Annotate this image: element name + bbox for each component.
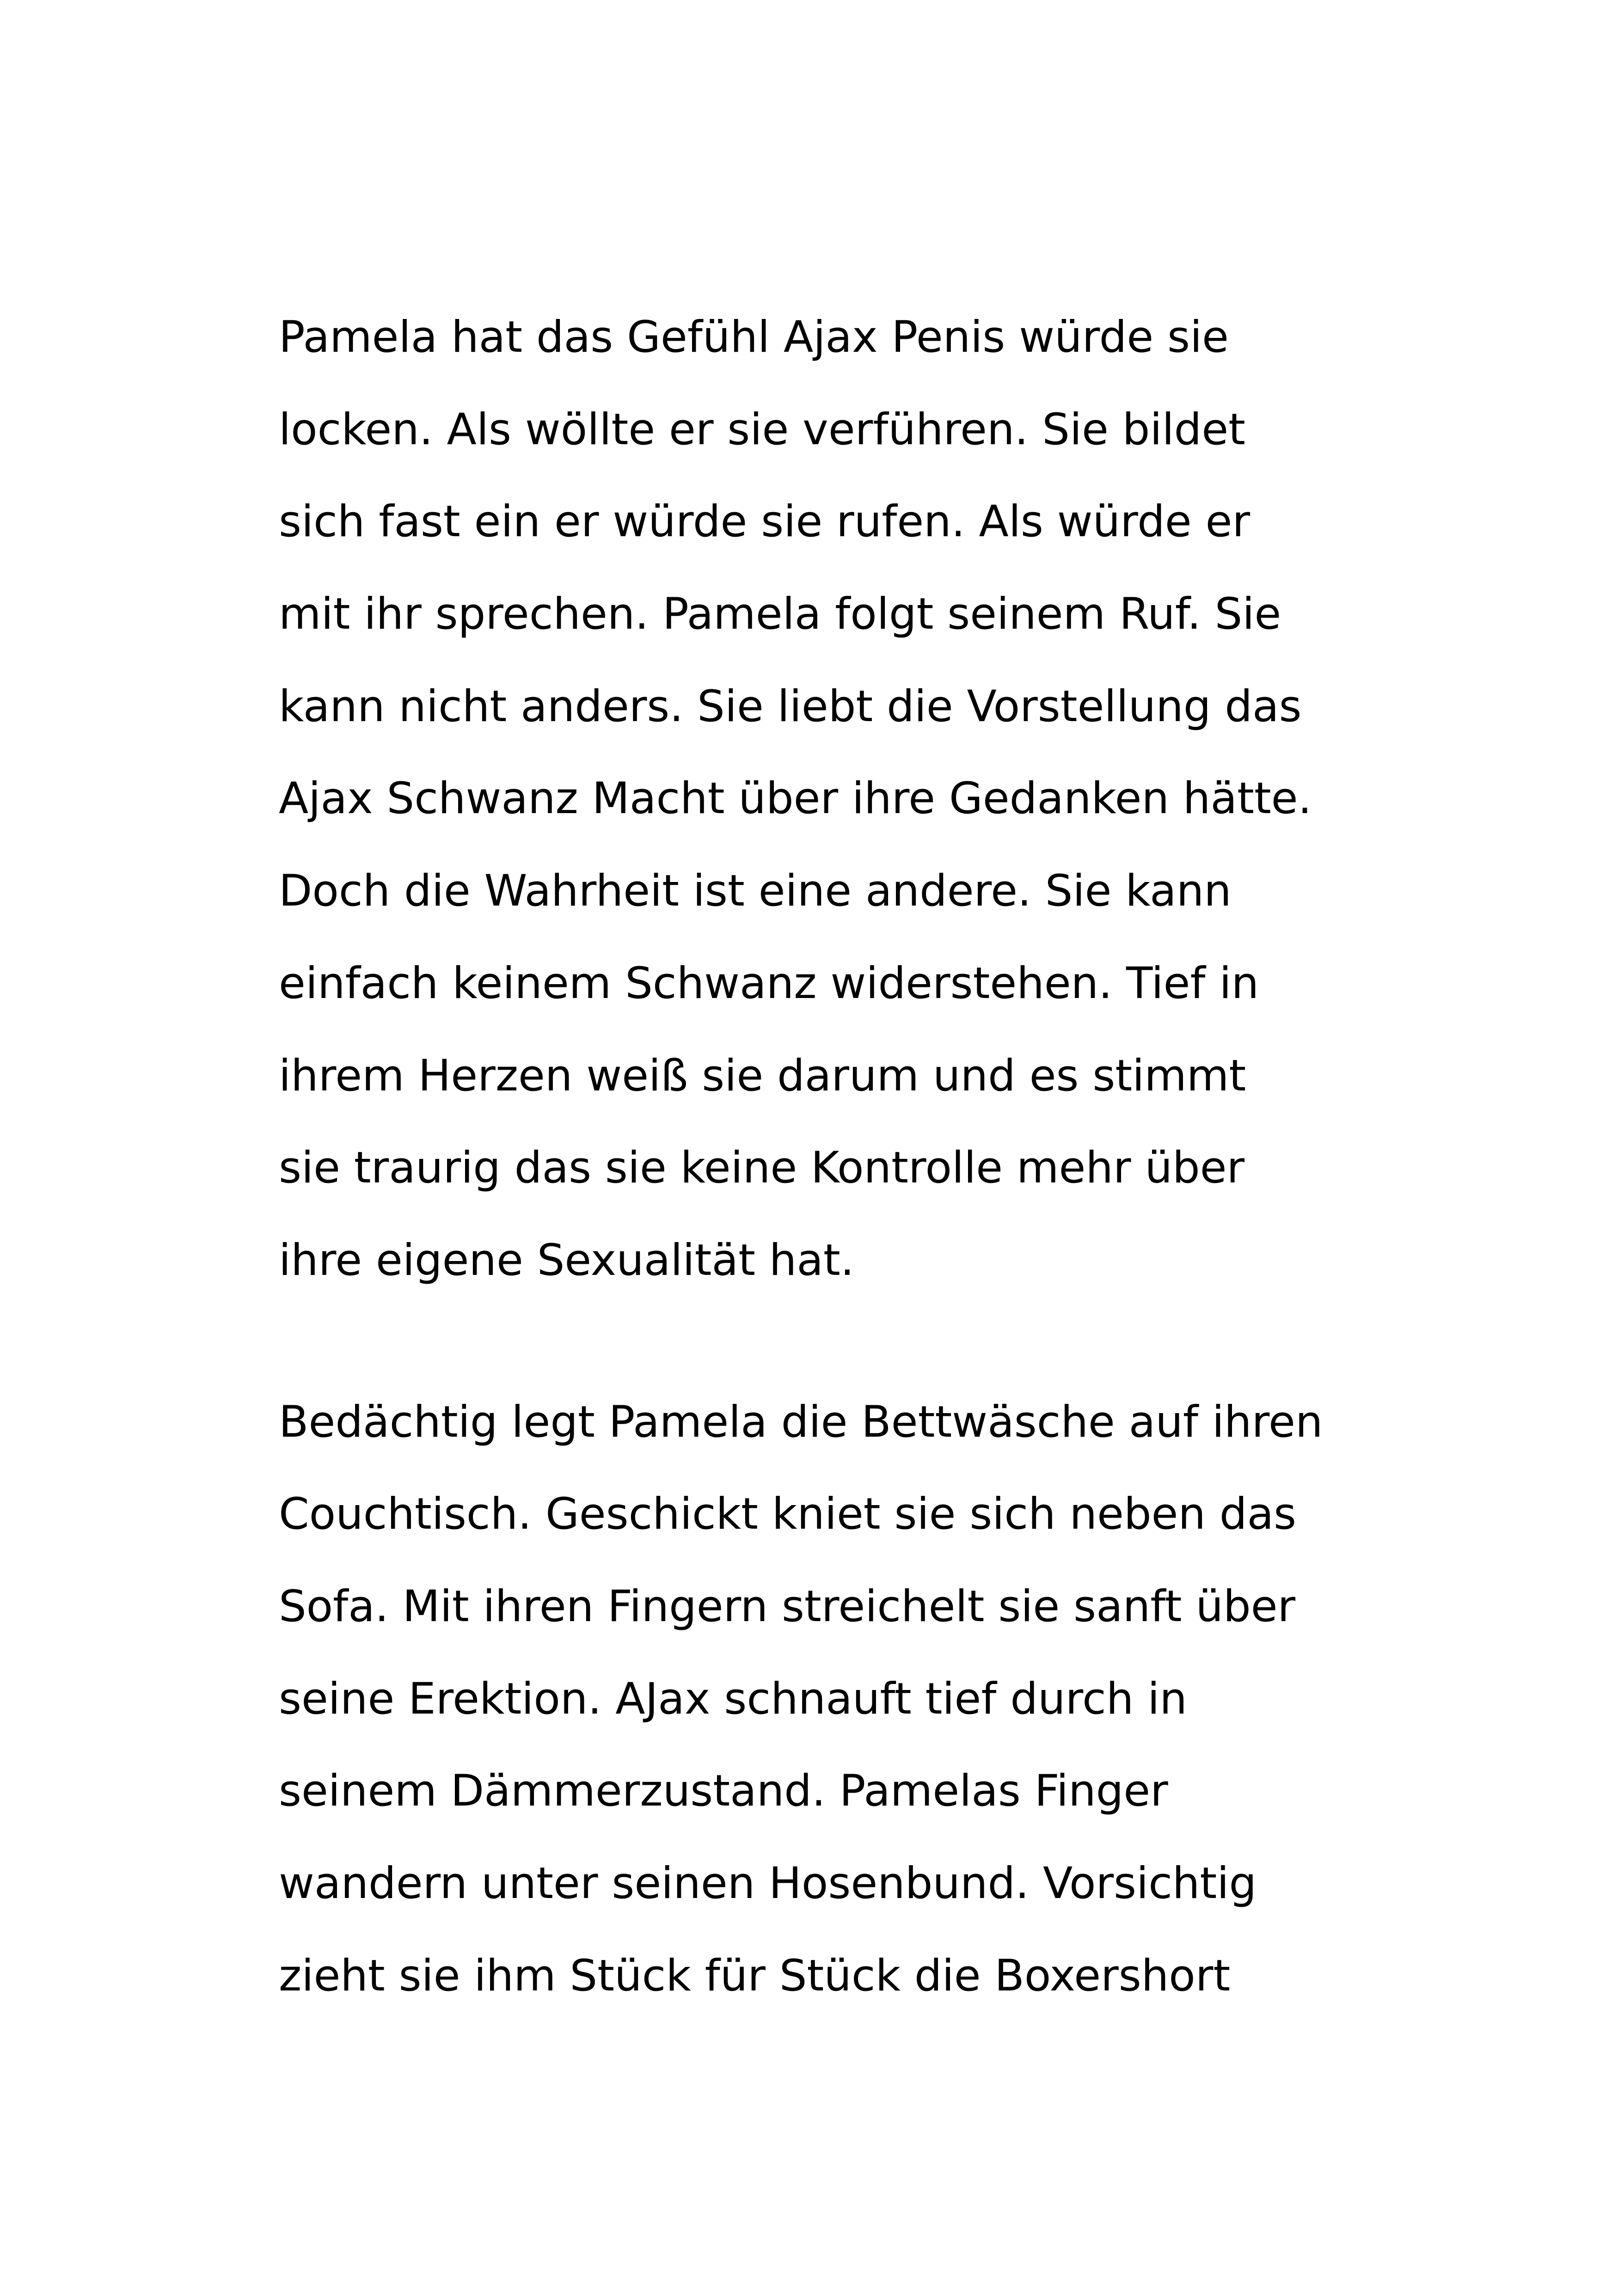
text-line: ihre eigene Sexualität hat. [279,1235,854,1286]
text-line: ihrem Herzen weiß sie darum und es stimmt [279,1050,1246,1101]
paragraph-2 [279,1390,1388,2036]
text-line: locken. Als wöllte er sie verführen. Sie bildet [279,404,1246,455]
text-line: wandern unter seinen Hosenbund. Vorsichtig [279,1858,1257,1909]
document-body [279,305,1388,2036]
paragraph-spacer [279,1321,1388,1390]
text-line: Sofa. Mit ihren Fingern streichelt sie sanft über [279,1581,1296,1632]
text-line: sie traurig das sie keine Kontrolle mehr über [279,1143,1245,1194]
text-line: sich fast ein er würde sie rufen. Als würde er [279,496,1250,547]
text-line: zieht sie ihm Stück für Stück die Boxershort [279,1950,1231,2001]
text-line: einfach keinem Schwanz widerstehen. Tief in [279,958,1259,1009]
text-line: Couchtisch. Geschickt kniet sie sich neben das [279,1489,1297,1540]
text-line: Bedächtig legt Pamela die Bettwäsche auf ihren [279,1396,1323,1447]
text-line: kann nicht anders. Sie liebt die Vorstellung das [279,681,1302,732]
text-line: seine Erektion. AJax schnauft tief durch in [279,1673,1188,1724]
text-line: Pamela hat das Gefühl Ajax Penis würde sie [279,312,1229,362]
text-line: Doch die Wahrheit ist eine andere. Sie kann [279,866,1232,917]
text-line: mit ihr sprechen. Pamela folgt seinem Ruf. Sie [279,589,1281,640]
text-line: seinem Dämmerzustand. Pamelas Finger [279,1766,1168,1817]
text-line: Ajax Schwanz Macht über ihre Gedanken hätte. [279,773,1312,824]
paragraph-1 [279,305,1388,1321]
